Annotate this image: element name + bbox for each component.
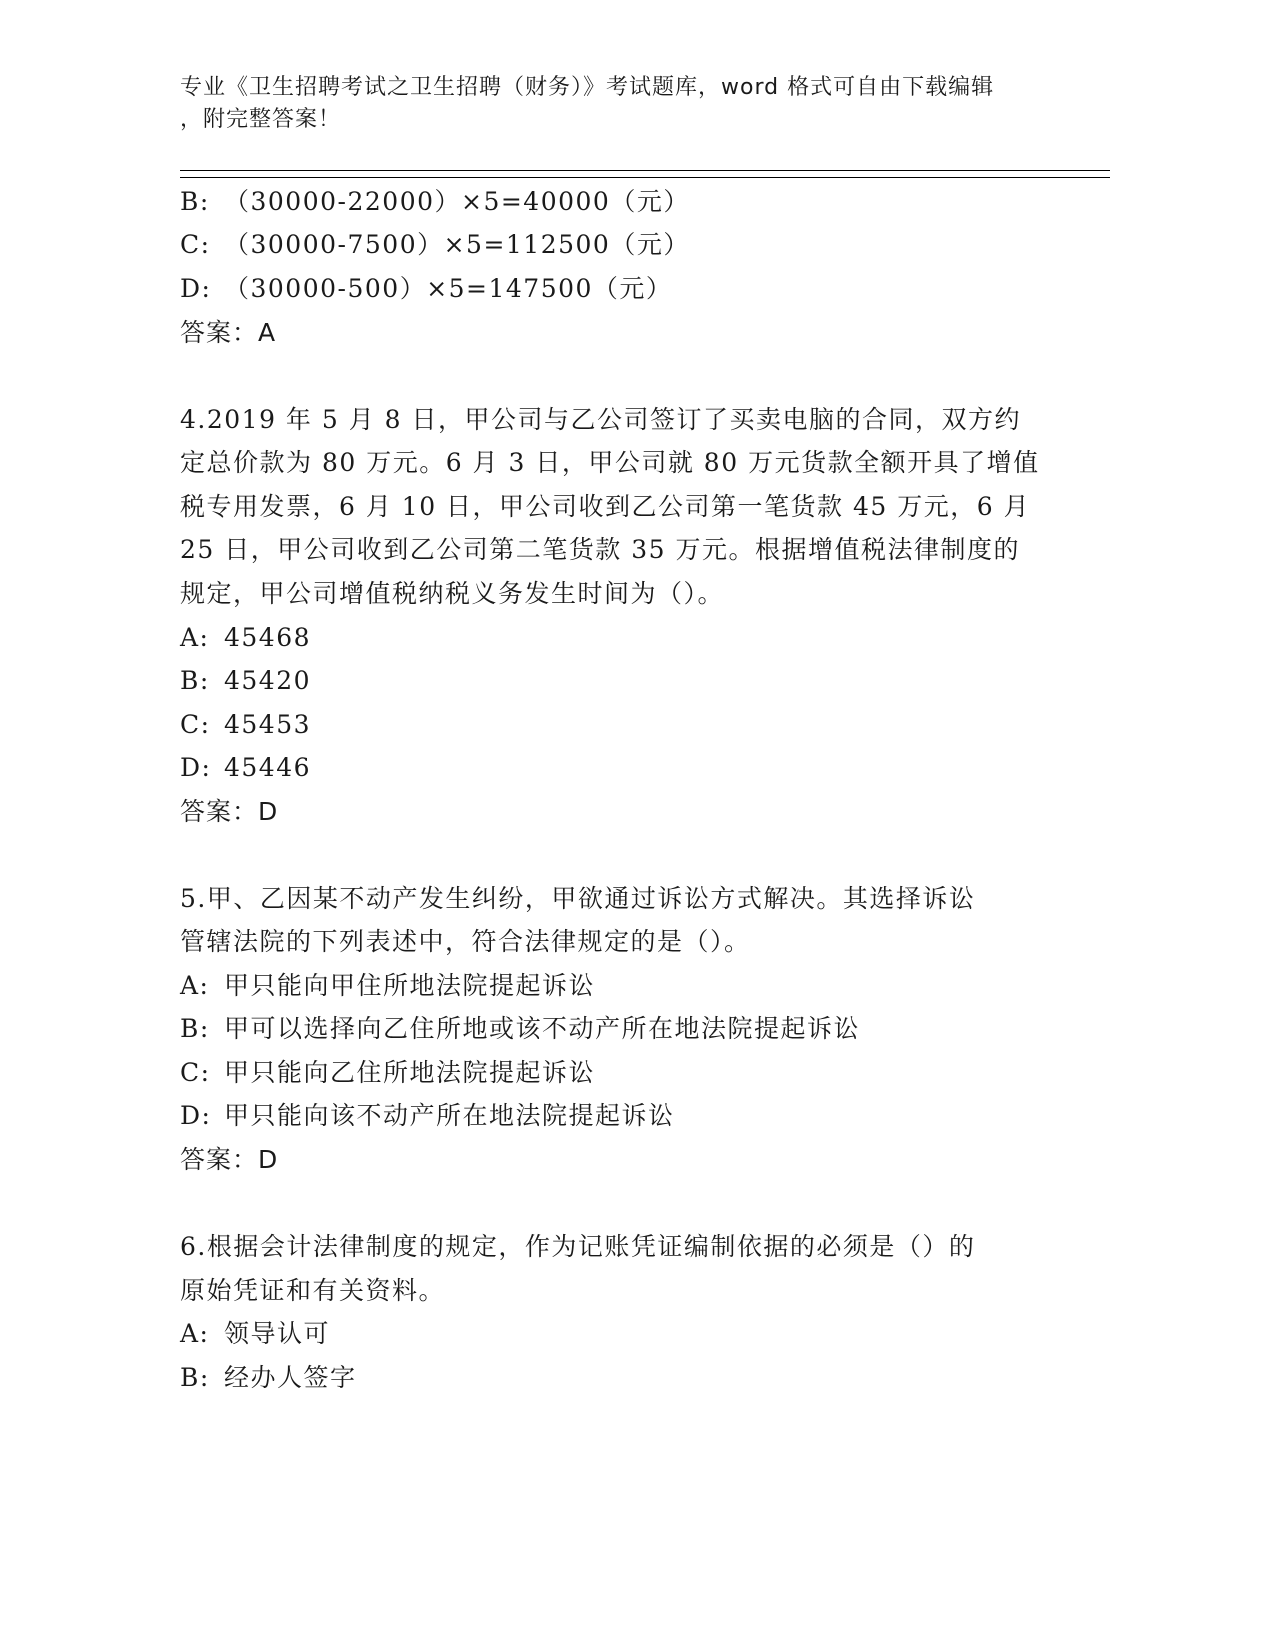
q4-stem-line-2: 定总价款为 80 万元。6 月 3 日，甲公司就 80 万元货款全额开具了增值 [180,448,1040,477]
q4-option-c: C: 45453 [180,710,312,739]
q4-stem-line-5: 规定，甲公司增值税纳税义务发生时间为（）。 [180,579,725,608]
q4-stem-line-1: 4.2019 年 5 月 8 日，甲公司与乙公司签订了买卖电脑的合同，双方约 [180,405,1022,434]
q5-stem-line-2: 管辖法院的下列表述中，符合法律规定的是（）。 [180,927,751,956]
q5-option-b: B: 甲可以选择向乙住所地或该不动产所在地法院提起诉讼 [180,1014,861,1043]
q3-answer: 答案：A [180,318,277,347]
q6-option-a: A: 领导认可 [180,1319,331,1348]
document-page [180,0,1110,1650]
header-line-1: 专业《卫生招聘考试之卫生招聘（财务）》考试题库，word 格式可自由下载编辑 [180,75,995,100]
header-rule-top [180,170,1110,171]
q5-option-d: D: 甲只能向该不动产所在地法院提起诉讼 [180,1101,675,1130]
q3-option-b: B: （30000-22000）×5=40000（元） [180,187,690,216]
q4-option-d: D: 45446 [180,753,312,782]
header-rule-bottom [180,177,1110,178]
q3-option-c: C: （30000-7500）×5=112500（元） [180,230,690,259]
header-line-2: ，附完整答案！ [180,107,342,132]
q5-stem-line-1: 5.甲、乙因某不动产发生纠纷，甲欲通过诉讼方式解决。其选择诉讼 [180,884,976,913]
q4-option-a: A: 45468 [180,623,312,652]
q4-stem-line-3: 税专用发票，6 月 10 日，甲公司收到乙公司第一笔货款 45 万元，6 月 [180,492,1031,521]
q6-option-b: B: 经办人签字 [180,1363,357,1392]
q6-stem-line-1: 6.根据会计法律制度的规定，作为记账凭证编制依据的必须是（）的 [180,1232,976,1261]
q4-option-b: B: 45420 [180,666,312,695]
q5-option-c: C: 甲只能向乙住所地法院提起诉讼 [180,1058,596,1087]
q4-answer: 答案：D [180,797,279,826]
document-header [180,72,1040,136]
q3-option-d: D: （30000-500）×5=147500（元） [180,274,673,303]
q5-answer: 答案：D [180,1145,279,1174]
q4-stem-line-4: 25 日，甲公司收到乙公司第二笔货款 35 万元。根据增值税法律制度的 [180,535,1020,564]
q6-stem-line-2: 原始凭证和有关资料。 [180,1276,446,1305]
q5-option-a: A: 甲只能向甲住所地法院提起诉讼 [180,971,596,1000]
